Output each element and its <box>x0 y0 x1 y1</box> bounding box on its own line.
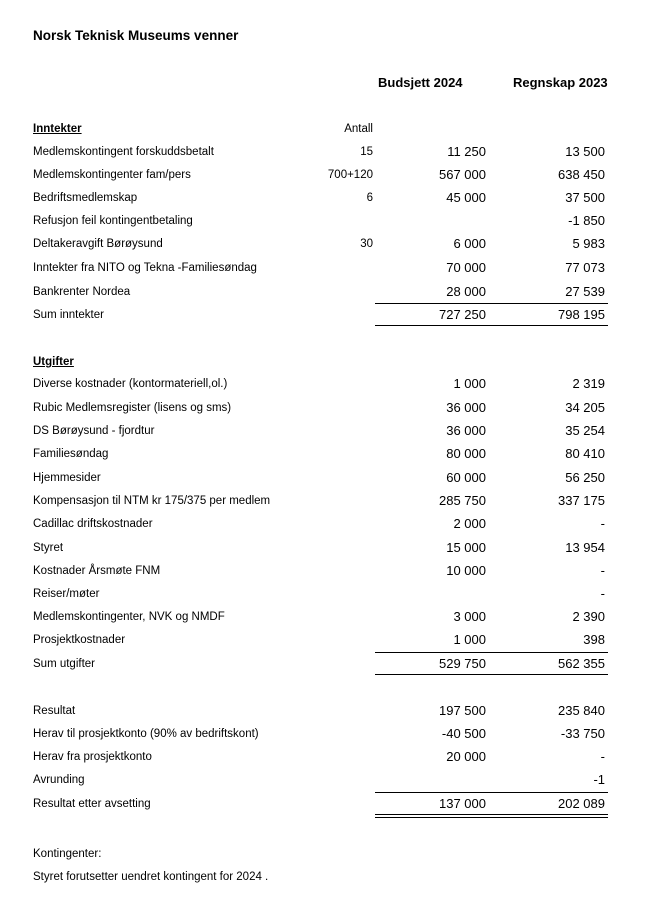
row-label: Cadillac driftskostnader <box>33 518 153 530</box>
row-label: Hjemmesider <box>33 472 101 484</box>
row-label: Sum utgifter <box>33 658 95 670</box>
row-count: 15 <box>360 146 373 158</box>
row-accounts: -1 850 <box>568 213 605 228</box>
expenses-heading-row <box>0 354 671 376</box>
row-label: Styret <box>33 542 64 554</box>
table-row <box>0 376 671 398</box>
row-budget: 70 000 <box>446 260 486 275</box>
row-label: Rubic Medlemsregister (lisens og sms) <box>33 402 232 414</box>
row-accounts: 56 250 <box>565 470 605 485</box>
row-label: Medlemskontingent forskuddsbetalt <box>33 146 214 158</box>
row-accounts: 562 355 <box>558 656 605 671</box>
row-budget: 36 000 <box>446 400 486 415</box>
row-accounts: - <box>600 516 605 531</box>
notes-heading: Kontingenter: <box>33 848 102 860</box>
row-label: Bedriftsmedlemskap <box>33 192 138 204</box>
row-budget: 80 000 <box>446 446 486 461</box>
row-accounts: - <box>600 586 605 601</box>
table-row <box>0 400 671 422</box>
row-budget: 3 000 <box>453 609 486 624</box>
row-accounts: - <box>600 563 605 578</box>
double-underline-bottom <box>375 817 608 818</box>
income-heading: Inntekter <box>33 123 82 135</box>
table-row <box>0 260 671 282</box>
table-row <box>0 609 671 631</box>
row-label: Medlemskontingenter fam/pers <box>33 169 191 181</box>
row-accounts: 638 450 <box>558 167 605 182</box>
table-row <box>0 144 671 166</box>
row-budget: 10 000 <box>446 563 486 578</box>
row-accounts: 13 954 <box>565 540 605 555</box>
table-row <box>0 213 671 235</box>
table-row <box>0 190 671 212</box>
table-row <box>0 772 671 794</box>
row-budget: 11 250 <box>447 144 486 159</box>
double-underline-top <box>375 814 608 815</box>
row-budget: 28 000 <box>446 284 486 299</box>
row-budget: 6 000 <box>453 236 486 251</box>
table-row <box>0 446 671 468</box>
row-budget: 15 000 <box>446 540 486 555</box>
row-label: Inntekter fra NITO og Tekna -Familiesøndag <box>33 262 257 274</box>
row-label: Herav fra prosjektkonto <box>33 751 152 763</box>
row-budget: 197 500 <box>439 703 486 718</box>
row-label: Bankrenter Nordea <box>33 286 131 298</box>
expenses-heading: Utgifter <box>33 356 74 368</box>
row-accounts: 34 205 <box>565 400 605 415</box>
row-label: Diverse kostnader (kontormateriell,ol.) <box>33 378 228 390</box>
row-accounts: 27 539 <box>565 284 605 299</box>
row-accounts: 80 410 <box>565 446 605 461</box>
row-accounts: -33 750 <box>560 726 605 741</box>
column-header-budget: Budsjett 2024 <box>378 75 463 90</box>
table-row <box>0 423 671 445</box>
table-row <box>0 540 671 562</box>
row-label: Resultat etter avsetting <box>33 798 151 810</box>
row-budget: 137 000 <box>439 796 486 811</box>
row-budget: 20 000 <box>446 749 486 764</box>
table-row <box>0 470 671 492</box>
sum-underline <box>375 674 608 675</box>
row-count: 700+120 <box>327 169 373 181</box>
row-budget: 60 000 <box>446 470 486 485</box>
row-budget: -40 500 <box>441 726 486 741</box>
row-label: Sum inntekter <box>33 309 104 321</box>
row-count: 30 <box>360 238 373 250</box>
row-label: Familiesøndag <box>33 448 109 460</box>
notes-text: Styret forutsetter uendret kontingent for 2024 . <box>33 871 269 883</box>
table-row <box>0 632 671 654</box>
row-budget: 1 000 <box>453 632 486 647</box>
row-accounts: 37 500 <box>565 190 605 205</box>
row-budget: 529 750 <box>439 656 486 671</box>
row-accounts: - <box>600 749 605 764</box>
row-accounts: 2 319 <box>572 376 605 391</box>
row-budget: 727 250 <box>439 307 486 322</box>
row-label: Medlemskontingenter, NVK og NMDF <box>33 611 225 623</box>
row-budget: 36 000 <box>446 423 486 438</box>
row-accounts: 77 073 <box>565 260 605 275</box>
table-row <box>0 236 671 258</box>
row-budget: 45 000 <box>446 190 486 205</box>
sum-underline <box>375 325 608 326</box>
table-row <box>0 493 671 515</box>
table-row <box>0 749 671 771</box>
row-accounts: 235 840 <box>558 703 605 718</box>
row-label: Prosjektkostnader <box>33 634 126 646</box>
row-budget: 1 000 <box>453 376 486 391</box>
sum-divider <box>375 303 608 304</box>
row-count: 6 <box>366 192 373 204</box>
row-accounts: 5 983 <box>572 236 605 251</box>
table-row <box>0 167 671 189</box>
row-accounts: 35 254 <box>565 423 605 438</box>
row-accounts: 398 <box>583 632 605 647</box>
table-row <box>0 563 671 585</box>
table-row <box>0 516 671 538</box>
row-accounts: 202 089 <box>558 796 605 811</box>
row-budget: 2 000 <box>453 516 486 531</box>
result-divider <box>375 792 608 793</box>
row-label: Refusjon feil kontingentbetaling <box>33 215 193 227</box>
row-accounts: 798 195 <box>558 307 605 322</box>
count-header: Antall <box>344 123 373 135</box>
row-label: Resultat <box>33 705 76 717</box>
row-label: Avrunding <box>33 774 85 786</box>
table-row <box>0 726 671 748</box>
sum-divider <box>375 652 608 653</box>
table-row <box>0 703 671 725</box>
row-label: Reiser/møter <box>33 588 100 600</box>
row-label: Herav til prosjektkonto (90% av bedriftskont) <box>33 728 259 740</box>
row-accounts: 337 175 <box>558 493 605 508</box>
row-budget: 567 000 <box>439 167 486 182</box>
row-accounts: -1 <box>593 772 605 787</box>
table-row <box>0 586 671 608</box>
row-label: Kompensasjon til NTM kr 175/375 per medlem <box>33 495 271 507</box>
row-accounts: 2 390 <box>572 609 605 624</box>
income-heading-row <box>0 121 671 143</box>
row-label: Deltakeravgift Børøysund <box>33 238 163 250</box>
row-accounts: 13 500 <box>565 144 605 159</box>
page-title: Norsk Teknisk Museums venner <box>33 28 239 43</box>
row-label: DS Børøysund - fjordtur <box>33 425 155 437</box>
row-budget: 285 750 <box>439 493 486 508</box>
column-header-accounts: Regnskap 2023 <box>513 75 608 90</box>
row-label: Kostnader Årsmøte FNM <box>33 565 161 577</box>
